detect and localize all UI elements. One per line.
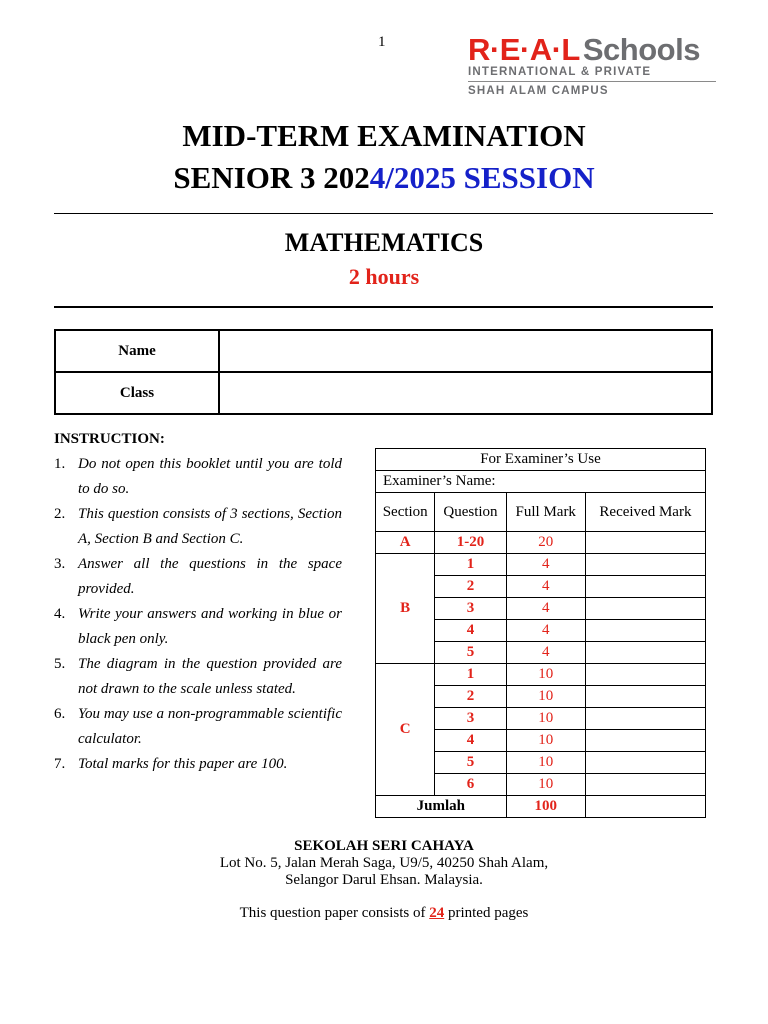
instruction-text: You may use a non-programmable scientific calculator. bbox=[78, 706, 342, 747]
full-mark: 4 bbox=[506, 554, 585, 576]
logo-line1: INTERNATIONAL & PRIVATE bbox=[468, 66, 652, 78]
full-mark: 4 bbox=[506, 576, 585, 598]
instructions bbox=[54, 431, 342, 777]
section-label: C bbox=[376, 664, 435, 796]
table-row bbox=[376, 664, 706, 686]
question-number: 1-20 bbox=[435, 532, 506, 554]
instruction-number: 3. bbox=[54, 556, 66, 572]
question-number: 4 bbox=[435, 620, 506, 642]
session-prefix: SENIOR 3 202 bbox=[173, 160, 370, 195]
logo-brand-schools: Schools bbox=[582, 32, 700, 67]
question-number: 2 bbox=[435, 576, 506, 598]
exam-title: MID-TERM EXAMINATION bbox=[182, 118, 586, 153]
school-logo bbox=[468, 34, 716, 97]
examiner-name-label: Examiner’s Name: bbox=[376, 471, 706, 493]
table-row bbox=[376, 554, 706, 576]
exam-session bbox=[0, 160, 768, 196]
logo-brand bbox=[468, 34, 716, 66]
instruction-text: Answer all the questions in the space provided. bbox=[78, 556, 342, 597]
class-field[interactable] bbox=[219, 372, 712, 414]
col-received-mark: Received Mark bbox=[585, 493, 705, 532]
received-mark-cell[interactable] bbox=[585, 576, 705, 598]
name-row bbox=[55, 330, 712, 372]
total-label: Jumlah bbox=[376, 796, 507, 818]
received-mark-cell[interactable] bbox=[585, 642, 705, 664]
full-mark: 10 bbox=[506, 708, 585, 730]
instruction-text: Total marks for this paper are 100. bbox=[78, 756, 288, 772]
full-mark: 4 bbox=[506, 642, 585, 664]
name-label: Name bbox=[55, 330, 219, 372]
section-label: B bbox=[376, 554, 435, 664]
instruction-item bbox=[54, 602, 342, 652]
class-row bbox=[55, 372, 712, 414]
received-mark-cell[interactable] bbox=[585, 752, 705, 774]
col-question: Question bbox=[435, 493, 506, 532]
instruction-item bbox=[54, 552, 342, 602]
logo-divider bbox=[468, 81, 716, 82]
question-number: 6 bbox=[435, 774, 506, 796]
logo-brand-real: R·E·A·L bbox=[468, 32, 580, 67]
page-count-note bbox=[0, 905, 768, 922]
received-total-cell[interactable] bbox=[585, 796, 705, 818]
page-count-prefix: This question paper consists of bbox=[239, 905, 430, 921]
question-number: 1 bbox=[435, 664, 506, 686]
instruction-text: Do not open this booklet until you are told to do so. bbox=[78, 456, 342, 497]
full-mark: 20 bbox=[506, 532, 585, 554]
question-number: 5 bbox=[435, 642, 506, 664]
address-line1: Lot No. 5, Jalan Merah Saga, U9/5, 40250 Shah Alam, bbox=[219, 855, 549, 871]
header-divider-top bbox=[54, 213, 713, 214]
instruction-item bbox=[54, 452, 342, 502]
student-info-table bbox=[54, 329, 713, 415]
full-mark: 10 bbox=[506, 664, 585, 686]
subject-title: MATHEMATICS bbox=[284, 228, 484, 257]
exam-duration: 2 hours bbox=[348, 264, 420, 289]
instruction-number: 1. bbox=[54, 456, 66, 472]
school-name: SEKOLAH SERI CAHAYA bbox=[294, 838, 474, 854]
examiner-table-title: For Examiner’s Use bbox=[376, 449, 706, 471]
table-row bbox=[376, 532, 706, 554]
total-mark: 100 bbox=[506, 796, 585, 818]
col-full-mark: Full Mark bbox=[506, 493, 585, 532]
full-mark: 10 bbox=[506, 686, 585, 708]
received-mark-cell[interactable] bbox=[585, 598, 705, 620]
full-mark: 4 bbox=[506, 598, 585, 620]
full-mark: 4 bbox=[506, 620, 585, 642]
instruction-number: 6. bbox=[54, 706, 66, 722]
instruction-number: 4. bbox=[54, 606, 66, 622]
instruction-text: The diagram in the question provided are not drawn to the scale unless stated. bbox=[78, 656, 342, 697]
instructions-heading: INSTRUCTION: bbox=[54, 431, 165, 447]
instruction-number: 5. bbox=[54, 656, 66, 672]
address-line2: Selangor Darul Ehsan. Malaysia. bbox=[285, 872, 483, 888]
question-number: 3 bbox=[435, 708, 506, 730]
received-mark-cell[interactable] bbox=[585, 664, 705, 686]
name-field[interactable] bbox=[219, 330, 712, 372]
received-mark-cell[interactable] bbox=[585, 554, 705, 576]
page-count-suffix: printed pages bbox=[444, 905, 529, 921]
full-mark: 10 bbox=[506, 774, 585, 796]
received-mark-cell[interactable] bbox=[585, 620, 705, 642]
class-label: Class bbox=[55, 372, 219, 414]
col-section: Section bbox=[376, 493, 435, 532]
received-mark-cell[interactable] bbox=[585, 774, 705, 796]
instruction-item bbox=[54, 702, 342, 752]
full-mark: 10 bbox=[506, 730, 585, 752]
question-number: 1 bbox=[435, 554, 506, 576]
page-count: 24 bbox=[429, 905, 445, 921]
full-mark: 10 bbox=[506, 752, 585, 774]
received-mark-cell[interactable] bbox=[585, 730, 705, 752]
instruction-number: 7. bbox=[54, 756, 66, 772]
instruction-item bbox=[54, 752, 342, 777]
question-number: 2 bbox=[435, 686, 506, 708]
logo-line2: SHAH ALAM CAMPUS bbox=[468, 85, 609, 97]
section-label: A bbox=[376, 532, 435, 554]
question-number: 5 bbox=[435, 752, 506, 774]
question-number: 3 bbox=[435, 598, 506, 620]
instruction-text: This question consists of 3 sections, Section A, Section B and Section C. bbox=[78, 506, 342, 547]
examiner-table bbox=[375, 448, 706, 818]
instruction-text: Write your answers and working in blue or black pen only. bbox=[78, 606, 342, 647]
page-number: 1 bbox=[378, 34, 386, 50]
session-year: 4/2025 SESSION bbox=[369, 160, 595, 195]
instruction-item bbox=[54, 502, 342, 552]
received-mark-cell[interactable] bbox=[585, 686, 705, 708]
instruction-item bbox=[54, 652, 342, 702]
instruction-number: 2. bbox=[54, 506, 66, 522]
received-mark-cell[interactable] bbox=[585, 708, 705, 730]
total-row bbox=[376, 796, 706, 818]
question-number: 4 bbox=[435, 730, 506, 752]
header-divider-bottom bbox=[54, 306, 713, 308]
received-mark-cell[interactable] bbox=[585, 532, 705, 554]
